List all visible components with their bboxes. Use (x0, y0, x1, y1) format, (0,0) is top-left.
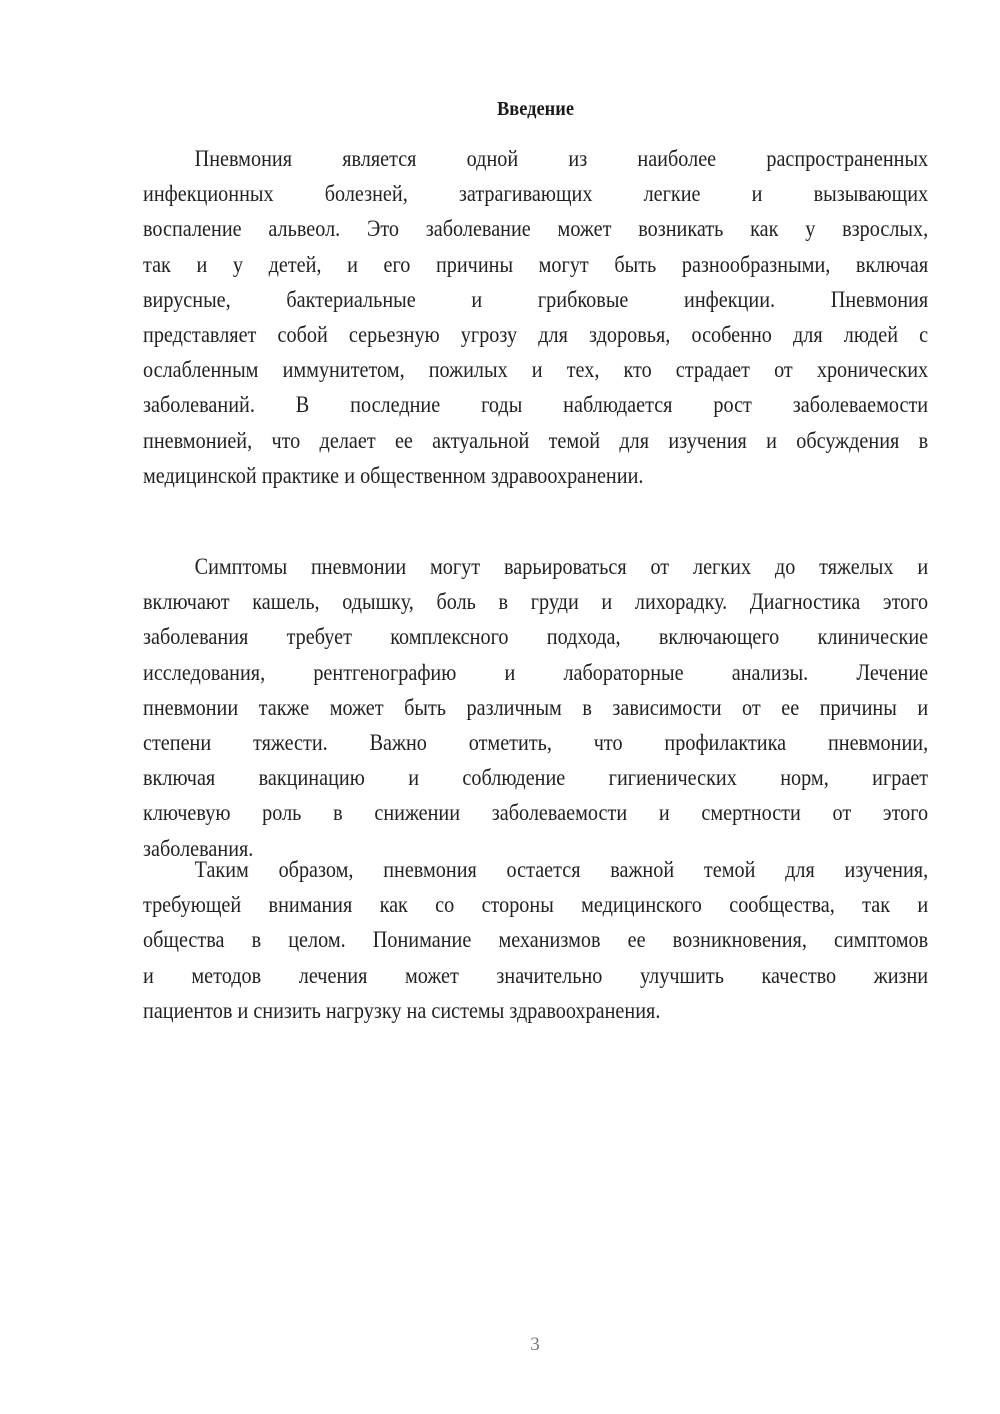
text-line: включают кашель, одышку, боль в груди и лихорадку. Диагностика этого (143, 589, 929, 616)
text-line: заболевания требует комплексного подхода, включающего клинические (143, 624, 929, 651)
text-line: пневмонии также может быть различным в зависимости от ее причины и (143, 694, 929, 721)
text-line: представляет собой серьезную угрозу для здоровья, особенно для людей с (143, 321, 929, 348)
text-line: воспаление альвеол. Это заболевание может возникать как у взрослых, (143, 216, 929, 243)
section-heading: Введение (497, 98, 574, 120)
text-line: Симптомы пневмонии могут варьироваться от легких до тяжелых и (194, 554, 929, 580)
text-line: и методов лечения может значительно улучшить качество жизни (143, 962, 929, 989)
text-line: включая вакцинацию и соблюдение гигиенических норм, играет (143, 765, 929, 792)
text-line: Пневмония является одной из наиболее распространенных (194, 146, 929, 172)
text-line: пневмонией, что делает ее актуальной темой для изучения и обсуждения в (143, 427, 929, 454)
text-line: заболеваний. В последние годы наблюдается рост заболеваемости (143, 392, 929, 419)
text-line: исследования, рентгенографию и лабораторные анализы. Лечение (143, 659, 929, 686)
text-line: заболевания. (143, 835, 254, 862)
text-line: так и у детей, и его причины могут быть разнообразными, включая (143, 251, 929, 278)
text-line: общества в целом. Понимание механизмов ее возникновения, симптомов (143, 927, 929, 954)
text-line: медицинской практике и общественном здравоохранении. (143, 462, 644, 489)
text-line: требующей внимания как со стороны медицинского сообщества, так и (143, 892, 929, 919)
text-line: инфекционных болезней, затрагивающих легкие и вызывающих (143, 181, 929, 208)
text-line: степени тяжести. Важно отметить, что профилактика пневмонии, (143, 729, 929, 756)
paragraph-3 (143, 853, 928, 1029)
text-line: ключевую роль в снижении заболеваемости и смертности от этого (143, 800, 929, 827)
page-number: 3 (530, 1334, 540, 1355)
text-line: пациентов и снизить нагрузку на системы здравоохранения. (143, 997, 661, 1024)
paragraph-1 (143, 142, 928, 494)
paragraph-2 (143, 550, 928, 867)
text-line: вирусные, бактериальные и грибковые инфекции. Пневмония (143, 286, 929, 313)
text-line: Таким образом, пневмония остается важной темой для изучения, (194, 857, 929, 883)
text-line: ослабленным иммунитетом, пожилых и тех, кто страдает от хронических (143, 357, 929, 384)
